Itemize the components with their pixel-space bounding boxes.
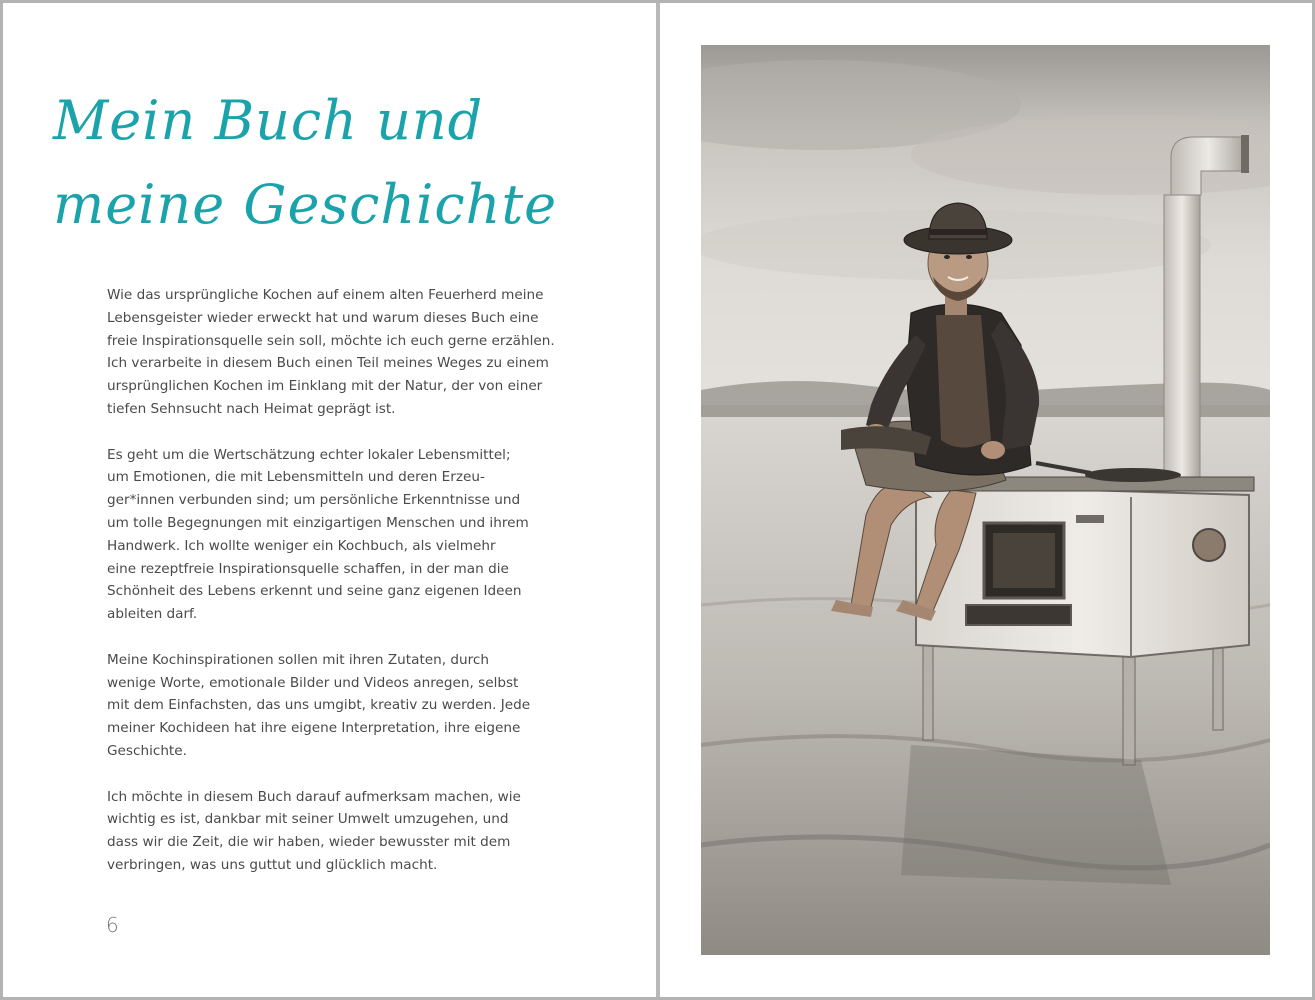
photo-man-on-stove-in-lake (701, 45, 1270, 955)
chapter-heading-line-2: meine Geschichte (53, 173, 558, 236)
body-line: Geschichte. (107, 742, 187, 759)
body-line: freie Inspirationsquelle sein soll, möchte ich euch gerne erzählen. (107, 332, 555, 349)
body-line: eine rezeptfreie Inspirationsquelle schaffen, in der man die (107, 560, 509, 577)
body-line: Wie das ursprüngliche Kochen auf einem alten Feuerherd meine (107, 287, 544, 303)
right-page (660, 3, 1312, 997)
page-number: 6 (106, 913, 119, 937)
body-line: wenige Worte, emotionale Bilder und Videos anregen, selbst (107, 674, 519, 691)
body-line: meiner Kochideen hat ihre eigene Interpretation, ihre eigene (107, 720, 521, 737)
body-line: Ich verarbeite in diesem Buch einen Teil meines Weges zu einem (107, 355, 549, 372)
chapter-heading-line-1: Mein Buch und (53, 89, 484, 152)
body-line: Es geht um die Wertschätzung echter lokaler Lebensmittel; (107, 446, 511, 463)
body-line: Ich möchte in diesem Buch darauf aufmerksam machen, wie (107, 788, 521, 805)
body-paragraph (107, 786, 577, 877)
body-line: ger*innen verbunden sind; um persönliche Erkenntnisse und (107, 492, 521, 509)
body-line: um tolle Begegnungen mit einzigartigen Menschen und ihrem (107, 514, 529, 531)
left-page (3, 3, 656, 997)
body-line: dass wir die Zeit, die wir haben, wieder bewusster mit dem (107, 834, 511, 851)
body-line: mit dem Einfachsten, das uns umgibt, kreativ zu werden. Jede (107, 697, 531, 714)
body-line: ursprünglichen Kochen im Einklang mit der Natur, der von einer (107, 378, 543, 395)
body-line: ableiten darf. (107, 606, 198, 623)
body-paragraph (107, 444, 577, 626)
body-line: Lebensgeister wieder erweckt hat und warum dieses Buch eine (107, 309, 539, 326)
body-paragraph (107, 284, 577, 421)
chapter-heading (53, 79, 613, 247)
body-line: Meine Kochinspirationen sollen mit ihren Zutaten, durch (107, 651, 490, 668)
body-line: um Emotionen, die mit Lebensmitteln und deren Erzeu- (107, 469, 485, 486)
body-line: verbringen, was uns guttut und glücklich macht. (107, 856, 438, 873)
body-paragraph (107, 649, 577, 763)
body-line: tiefen Sehnsucht nach Heimat geprägt ist. (107, 400, 396, 417)
body-text (107, 284, 577, 900)
body-line: Schönheit des Lebens erkennt und seine ganz eigenen Ideen (107, 583, 522, 600)
body-line: Handwerk. Ich wollte weniger ein Kochbuch, als vielmehr (107, 537, 496, 554)
body-line: wichtig es ist, dankbar mit seiner Umwelt umzugehen, und (107, 811, 509, 828)
stove-chimney (1164, 195, 1200, 485)
